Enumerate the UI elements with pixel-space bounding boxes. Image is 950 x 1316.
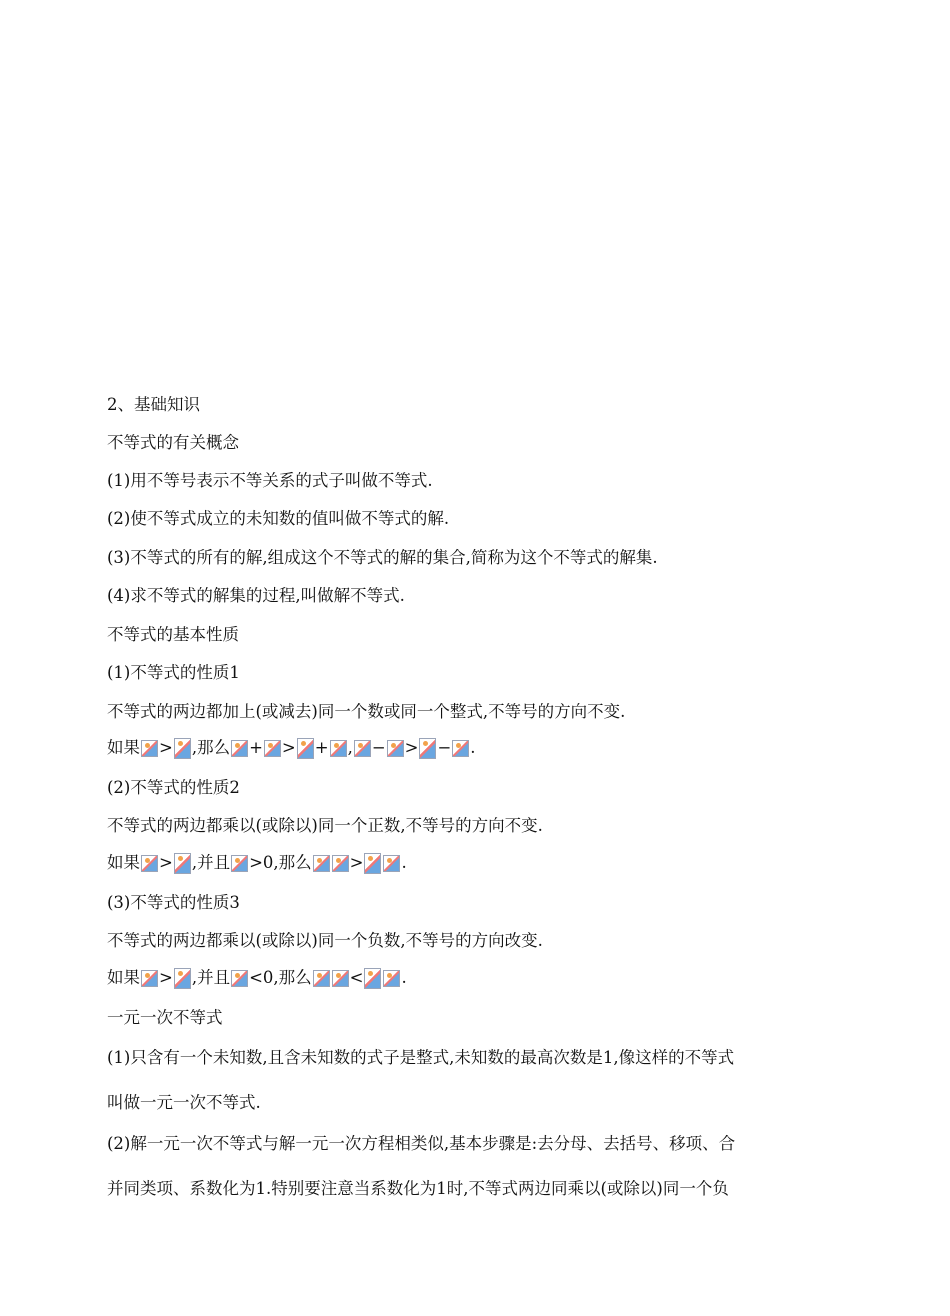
formula-text: > [281,738,296,757]
formula-image-icon [174,738,191,759]
formula-image-icon [264,740,281,757]
formula-image-icon [231,740,248,757]
formula-text: + [249,738,263,757]
formula-image-icon [174,968,191,989]
linear-heading: 一元一次不等式 [107,1008,223,1027]
formula-image-icon [452,740,469,757]
concept-heading: 不等式的有关概念 [107,433,239,452]
concept-item: (4)求不等式的解集的过程,叫做解不等式. [107,586,405,605]
linear-paragraph-2-line-1: (2)解一元一次不等式与解一元一次方程相类似,基本步骤是:去分母、去括号、移项、合 [107,1134,736,1153]
property2-statement: 不等式的两边都乘以(或除以)同一个正数,不等号的方向不变. [107,816,543,835]
formula-text: 如果 [107,968,140,987]
formula-image-icon [313,855,330,872]
concept-item: (2)使不等式成立的未知数的值叫做不等式的解. [107,509,450,528]
formula-image-icon [141,855,158,872]
property1-formula [107,737,476,759]
property3-statement: 不等式的两边都乘以(或除以)同一个负数,不等号的方向改变. [107,931,543,950]
property2-formula [107,852,407,874]
property-heading: 不等式的基本性质 [107,625,239,644]
property2-title: (2)不等式的性质2 [107,778,240,797]
formula-image-icon [354,740,371,757]
formula-image-icon [387,740,404,757]
formula-image-icon [174,853,191,874]
formula-text: . [470,738,476,757]
concept-item: (1)用不等号表示不等关系的式子叫做不等式. [107,471,433,490]
formula-text: > [404,738,419,757]
linear-paragraph-2-line-2: 并同类项、系数化为1.特别要注意当系数化为1时,不等式两边同乘以(或除以)同一个负 [107,1179,729,1198]
concept-item: (3)不等式的所有的解,组成这个不等式的解的集合,简称为这个不等式的解集. [107,548,658,567]
formula-image-icon [332,855,349,872]
formula-image-icon [332,970,349,987]
formula-image-icon [330,740,347,757]
formula-text: + [314,738,329,757]
formula-text: , [347,738,353,757]
formula-text: − [371,738,386,757]
formula-text: 如果 [107,853,140,872]
formula-text: − [437,738,452,757]
formula-text: 如果 [107,738,140,757]
formula-text: . [401,968,407,987]
formula-image-icon [364,853,381,874]
property1-statement: 不等式的两边都加上(或减去)同一个数或同一个整式,不等号的方向不变. [107,702,626,721]
formula-image-icon [297,738,314,759]
formula-text: > [159,738,173,757]
linear-paragraph-1-line-2: 叫做一元一次不等式. [107,1093,261,1112]
formula-image-icon [231,970,248,987]
formula-image-icon [383,855,400,872]
linear-paragraph-1-line-1: (1)只含有一个未知数,且含未知数的式子是整式,未知数的最高次数是1,像这样的不等式 [107,1048,735,1067]
formula-text: >0,那么 [249,853,312,872]
section-heading: 2、基础知识 [107,395,200,414]
formula-text: > [159,853,173,872]
property3-title: (3)不等式的性质3 [107,893,240,912]
formula-image-icon [231,855,248,872]
formula-image-icon [383,970,400,987]
formula-text: < [349,968,364,987]
property3-formula [107,967,407,989]
formula-image-icon [419,738,436,759]
formula-image-icon [141,740,158,757]
formula-text: ,并且 [191,968,231,987]
formula-text: > [349,853,364,872]
formula-image-icon [364,968,381,989]
formula-text: . [401,853,407,872]
formula-text: ,并且 [191,853,231,872]
formula-image-icon [313,970,330,987]
formula-text: <0,那么 [249,968,312,987]
formula-image-icon [141,970,158,987]
property1-title: (1)不等式的性质1 [107,663,240,682]
formula-text: ,那么 [191,738,231,757]
formula-text: > [159,968,173,987]
